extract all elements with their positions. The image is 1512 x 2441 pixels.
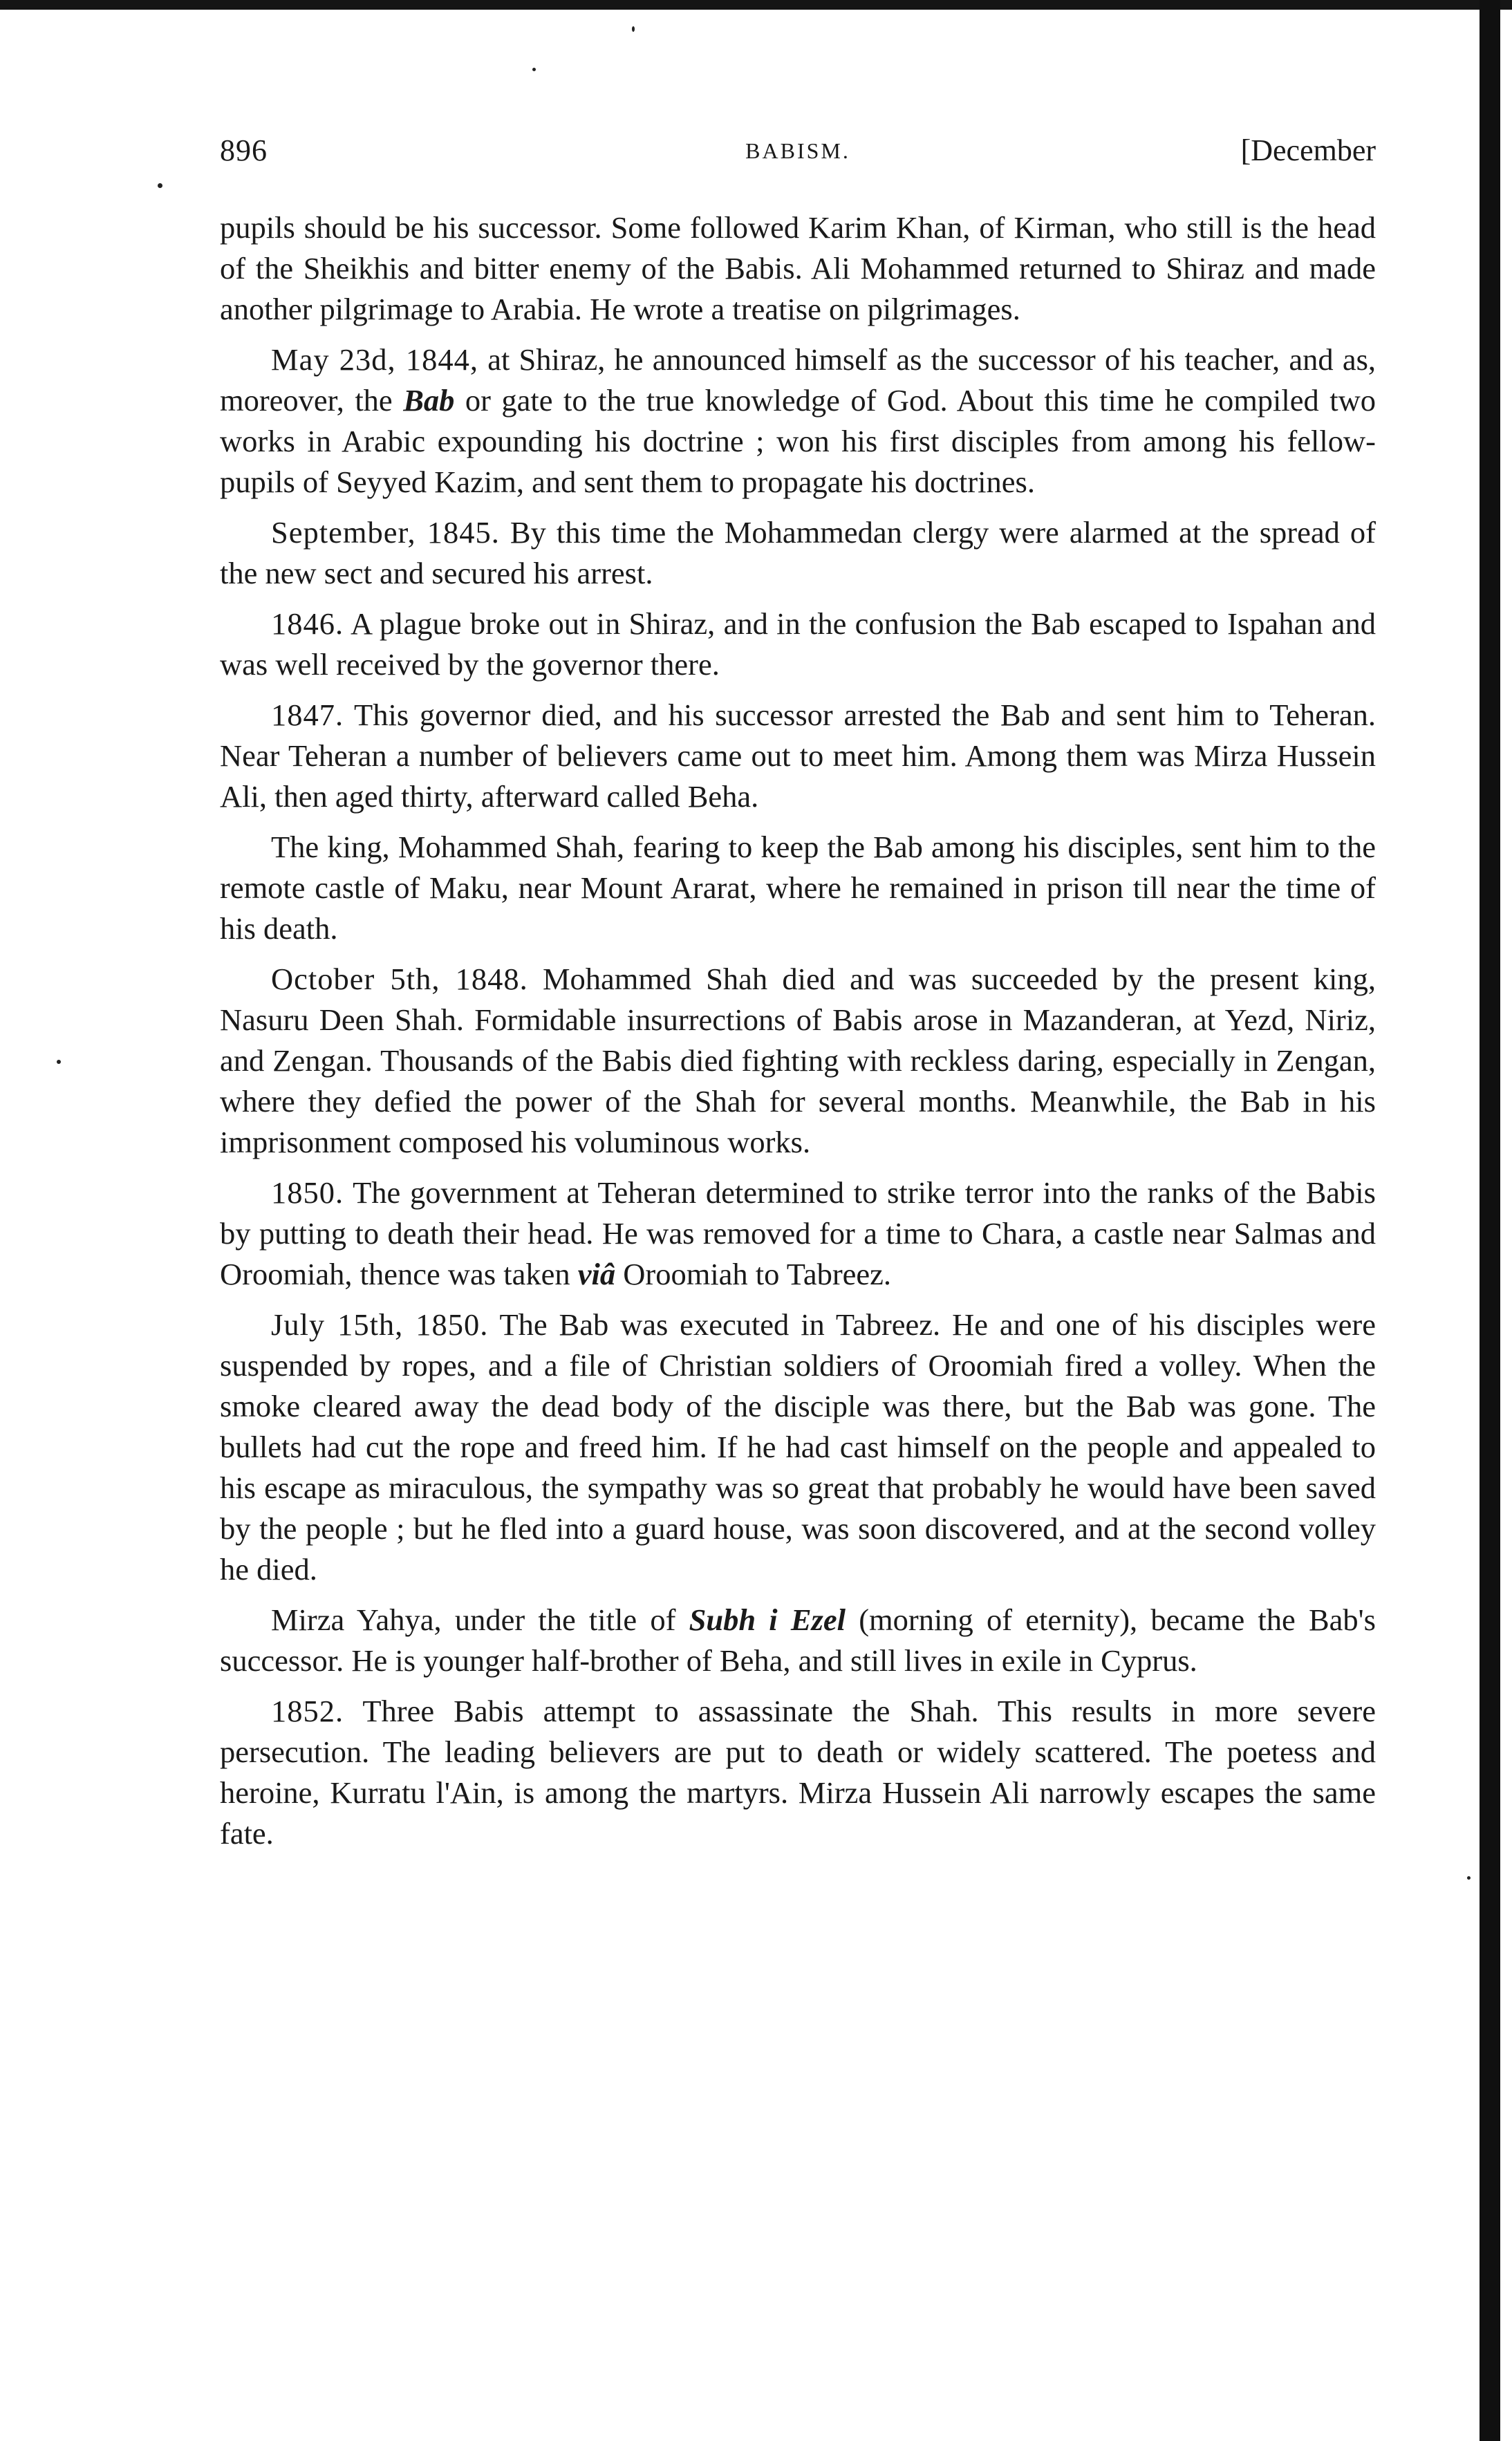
paragraph-3: September, 1845. By this time the Mohammedan clergy were alarmed at the spread of the new sect and secured his arrest. [220, 515, 1376, 590]
body-text [220, 207, 1376, 1864]
paragraph-4: 1846. A plague broke out in Shiraz, and in the confusion the Bab escaped to Ispahan and was well received by the governor there. [220, 606, 1376, 682]
header-month: [December [1240, 133, 1376, 167]
paragraph-9: July 15th, 1850. The Bab was executed in Tabreez. He and one of his disciples were suspended by ropes, and a file of Christian soldiers of Oroomiah fired a volley. When the smoke cleared away the dead body of the disciple was there, but the Bab was gone. The bullets had cut the rope and freed him. If he had cast himself on the people and appealed to his escape as miraculous, the sympathy was so great that probably he would have been saved by the people ; but he fled into a guard house, was soon discovered, and at the second volley he died. [220, 1307, 1376, 1587]
right-page-edge [1480, 0, 1500, 2441]
page-number: 896 [220, 133, 268, 167]
paragraph-7: October 5th, 1848. Mohammed Shah died and was succeeded by the present king, Nasuru Deen Shah. Formidable insurrections of Babis arose in Mazanderan, at Yezd, Niriz, and Zengan. Thousands of the Babis died fighting with reckless daring, especially in Zengan, where they defied the power of the Shah for several months. Meanwhile, the Bab in his imprisonment composed his voluminous works. [220, 962, 1376, 1159]
top-border [0, 0, 1512, 10]
ink-speck [1467, 1876, 1471, 1880]
ink-speck [158, 183, 162, 188]
paragraph-1: pupils should be his successor. Some followed Karim Khan, of Kirman, who still is the head of the Sheikhis and bitter enemy of the Babis. Ali Mohammed returned to Shiraz and made another pilgrimage to Arabia. He wrote a treatise on pilgrimages. [220, 210, 1376, 326]
term-bab: Bab [403, 383, 455, 418]
term-subh-i-ezel: Subh i Ezel [689, 1602, 846, 1637]
ink-speck [532, 68, 536, 71]
paragraph-10: Mirza Yahya, under the title of Subh i Ezel (morning of eternity), became the Bab's successor. He is younger half-brother of Beha, and still lives in exile in Cyprus. [220, 1602, 1376, 1678]
paragraph-11: 1852. Three Babis attempt to assassinate the Shah. This results in more severe persecution. The leading believers are put to death or widely scattered. The poetess and heroine, Kurratu l'Ain, is among the martyrs. Mirza Hussein Ali narrowly escapes the same fate. [220, 1694, 1376, 1851]
ink-speck [57, 1060, 61, 1064]
paragraph-2: May 23d, 1844, at Shiraz, he announced himself as the successor of his teacher, and as, moreover, the Bab or gate to the true knowledge of God. About this time he compiled two works in Arabic expounding his doctrine ; won his first disciples from among his fellow-pupils of Seyyed Kazim, and sent them to propagate his doctrines. [220, 342, 1376, 499]
paragraph-6: The king, Mohammed Shah, fearing to keep the Bab among his disciples, sent him to the remote castle of Maku, near Mount Ararat, where he remained in prison till near the time of his death. [220, 830, 1376, 946]
paragraph-5: 1847. This governor died, and his successor arrested the Bab and sent him to Teheran. Near Teheran a number of believers came out to meet him. Among them was Mirza Hussein Ali, then aged thirty, afterward called Beha. [220, 698, 1376, 814]
term-via: viâ [577, 1257, 616, 1291]
running-title: BABISM. [745, 138, 850, 163]
ink-speck [632, 26, 635, 32]
paragraph-8: 1850. The government at Teheran determined to strike terror into the ranks of the Babis by putting to death their head. He was removed for a time to Chara, a castle near Salmas and Oroomiah, thence was taken viâ Oroomiah to Tabreez. [220, 1175, 1376, 1291]
page-header [220, 133, 1376, 174]
